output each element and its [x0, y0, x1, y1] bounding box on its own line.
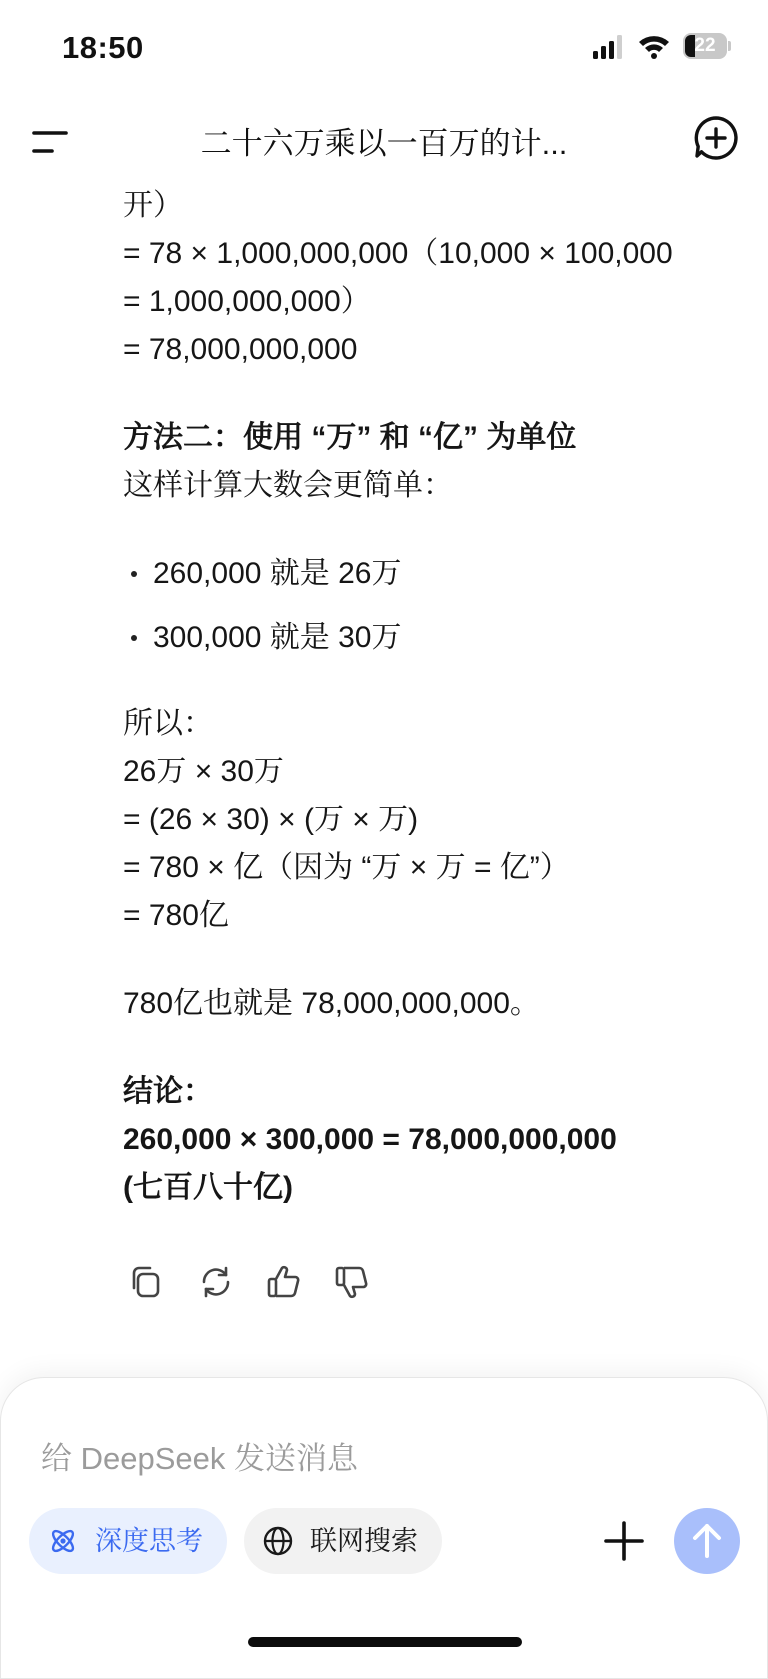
method-two-intro: 这样计算大数会更简单：: [123, 469, 453, 502]
bullet-item: [123, 550, 743, 598]
message-input[interactable]: 给 DeepSeek 发送消息: [41, 1441, 358, 1476]
bullet-text: 260,000 就是 26万: [153, 557, 402, 590]
equivalence-line: 780亿也就是 78,000,000,000。: [123, 987, 540, 1020]
regenerate-icon[interactable]: [196, 1262, 236, 1302]
message-line: = 1,000,000,000）: [123, 285, 371, 318]
atom-icon: [47, 1525, 79, 1557]
message-line: = 780 × 亿（因为 “万 × 万 = 亿”）: [123, 851, 570, 884]
bullet-item: [123, 614, 743, 662]
arrow-up-icon: [674, 1508, 740, 1574]
attach-plus-icon[interactable]: [601, 1518, 647, 1564]
menu-icon[interactable]: [28, 122, 74, 162]
copy-icon[interactable]: [126, 1262, 166, 1302]
bullet-text: 300,000 就是 30万: [153, 621, 402, 654]
assistant-message: [123, 182, 743, 1212]
chat-title[interactable]: 二十六万乘以一百万的计...: [200, 126, 568, 161]
thumbs-up-icon[interactable]: [264, 1262, 304, 1302]
deep-think-toggle[interactable]: [29, 1508, 227, 1574]
message-line: 所以：: [123, 707, 213, 740]
web-search-toggle[interactable]: [244, 1508, 442, 1574]
thumbs-down-icon[interactable]: [332, 1262, 372, 1302]
message-line: = (26 × 30) × (万 × 万): [123, 803, 419, 836]
conclusion-line: (七百八十亿): [123, 1171, 293, 1204]
new-chat-icon[interactable]: [692, 114, 740, 162]
message-line: 开）: [123, 189, 183, 222]
status-time: 18:50: [62, 30, 144, 65]
wifi-icon: [637, 33, 671, 59]
battery-level: 22: [694, 35, 716, 56]
home-indicator[interactable]: [248, 1637, 522, 1647]
deep-think-label: 深度思考: [95, 1526, 203, 1556]
message-line: = 78,000,000,000: [123, 333, 358, 366]
method-two-heading: 方法二：使用 “万” 和 “亿” 为单位: [123, 421, 577, 454]
send-button[interactable]: [674, 1508, 740, 1574]
web-search-label: 联网搜索: [310, 1526, 418, 1556]
composer-panel: [0, 1377, 768, 1679]
status-bar: [0, 0, 768, 98]
conclusion-line: 260,000 × 300,000 = 78,000,000,000: [123, 1123, 617, 1156]
conclusion-heading: 结论：: [123, 1075, 213, 1108]
message-line: = 78 × 1,000,000,000（10,000 × 100,000: [123, 237, 673, 270]
top-nav: [0, 98, 768, 178]
message-line: = 780亿: [123, 899, 229, 932]
cellular-signal-icon: [593, 35, 625, 59]
message-line: 26万 × 30万: [123, 755, 284, 788]
globe-icon: [262, 1525, 294, 1557]
battery-icon: [683, 33, 731, 61]
